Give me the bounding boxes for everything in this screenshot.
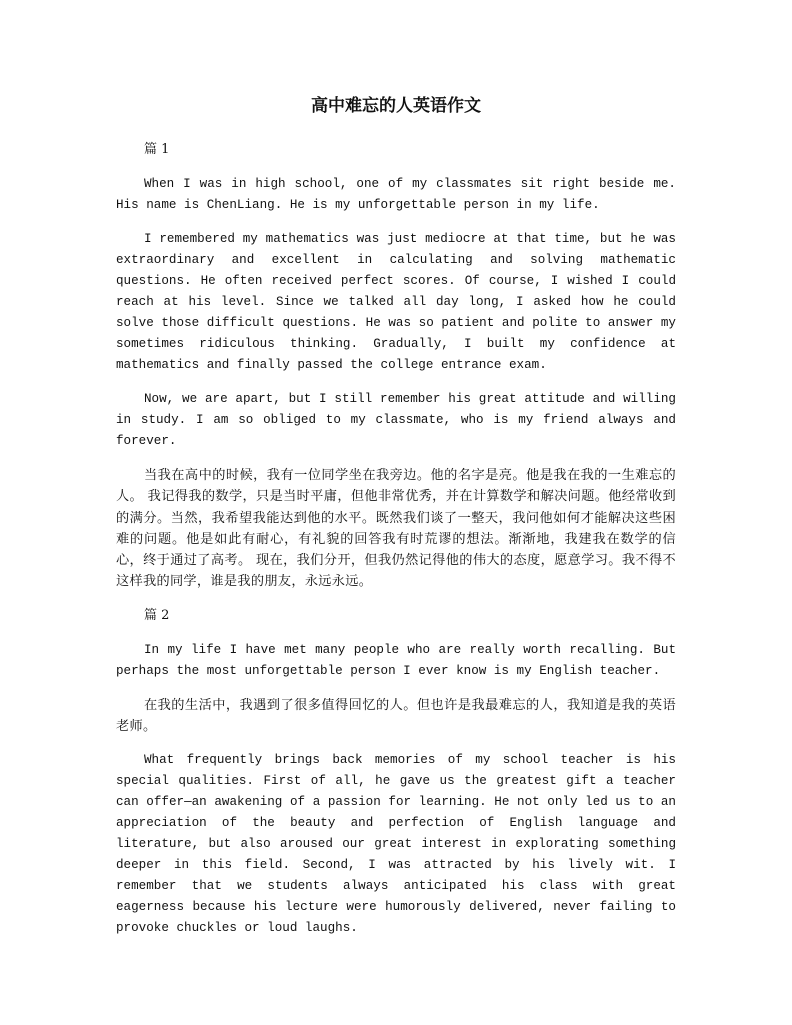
paragraph: Now, we are apart, but I still remember his great attitude and willing in study. I am so obliged to my classmate, who is my friend always and forever. — [116, 392, 676, 448]
paragraph-chinese: 当我在高中的时候，我有一位同学坐在我旁边。他的名字是亮。他是我在我的一生难忘的人。 我记得我的数学，只是当时平庸，但他非常优秀，并在计算数学和解决问题。他经常收到的满分。当然，我希望我能达到他的水平。既然我们谈了一整天，我问他如何才能解决这些困难的问题。他是如此有耐心，有礼貌的回答我有时荒谬的想法。渐渐地，我建我在数学的信心，终于通过了高考。 现在，我们分开，但我仍然记得他的伟大的态度，愿意学习。我不得不这样我的同学，谁是我的朋友，永远永远。 — [116, 468, 676, 590]
document-page — [116, 94, 676, 952]
paragraph: What frequently brings back memories of my school teacher is his special qualities. First of all, he gave us the greatest gift a teacher can offer—an awakening of a passion for learning. He not only led us to an appreciation of the beauty and perfection of English language and literature, but also aroused our great interest in explorating something deeper in this field. Second, I was attracted by his lively wit. I remember that we students always anticipated his class with great eagerness because his lecture were humorously delivered, never failing to provoke chuckles or loud laughs. — [116, 753, 676, 936]
paragraph-chinese: 在我的生活中，我遇到了很多值得回忆的人。但也许是我最难忘的人，我知道是我的英语老师。 — [116, 697, 676, 735]
section-heading: 篇 1 — [144, 142, 170, 157]
document-title: 高中难忘的人英语作文 — [311, 96, 481, 116]
section-heading: 篇 2 — [144, 607, 170, 623]
paragraph: I remembered my mathematics was just mediocre at that time, but he was extraordinary and excellent in calculating and solving mathematic questions. He often received perfect scores. Of course, I wished I could reach at his level. Since we talked all day long, I asked how he could solve those difficult questions. He was so patient and polite to answer my sometimes ridiculous thinking. Gradually, I built my confidence at mathematics and finally passed the college entrance exam. — [116, 232, 676, 372]
paragraph: When I was in high school, one of my classmates sit right beside me. His name is ChenLiang. He is my unforgettable person in my life. — [116, 177, 676, 212]
paragraph: In my life I have met many people who are really worth recalling. But perhaps the most unforgettable person I ever know is my English teacher. — [116, 642, 676, 678]
section-2 — [116, 606, 676, 940]
section-1 — [116, 140, 676, 593]
